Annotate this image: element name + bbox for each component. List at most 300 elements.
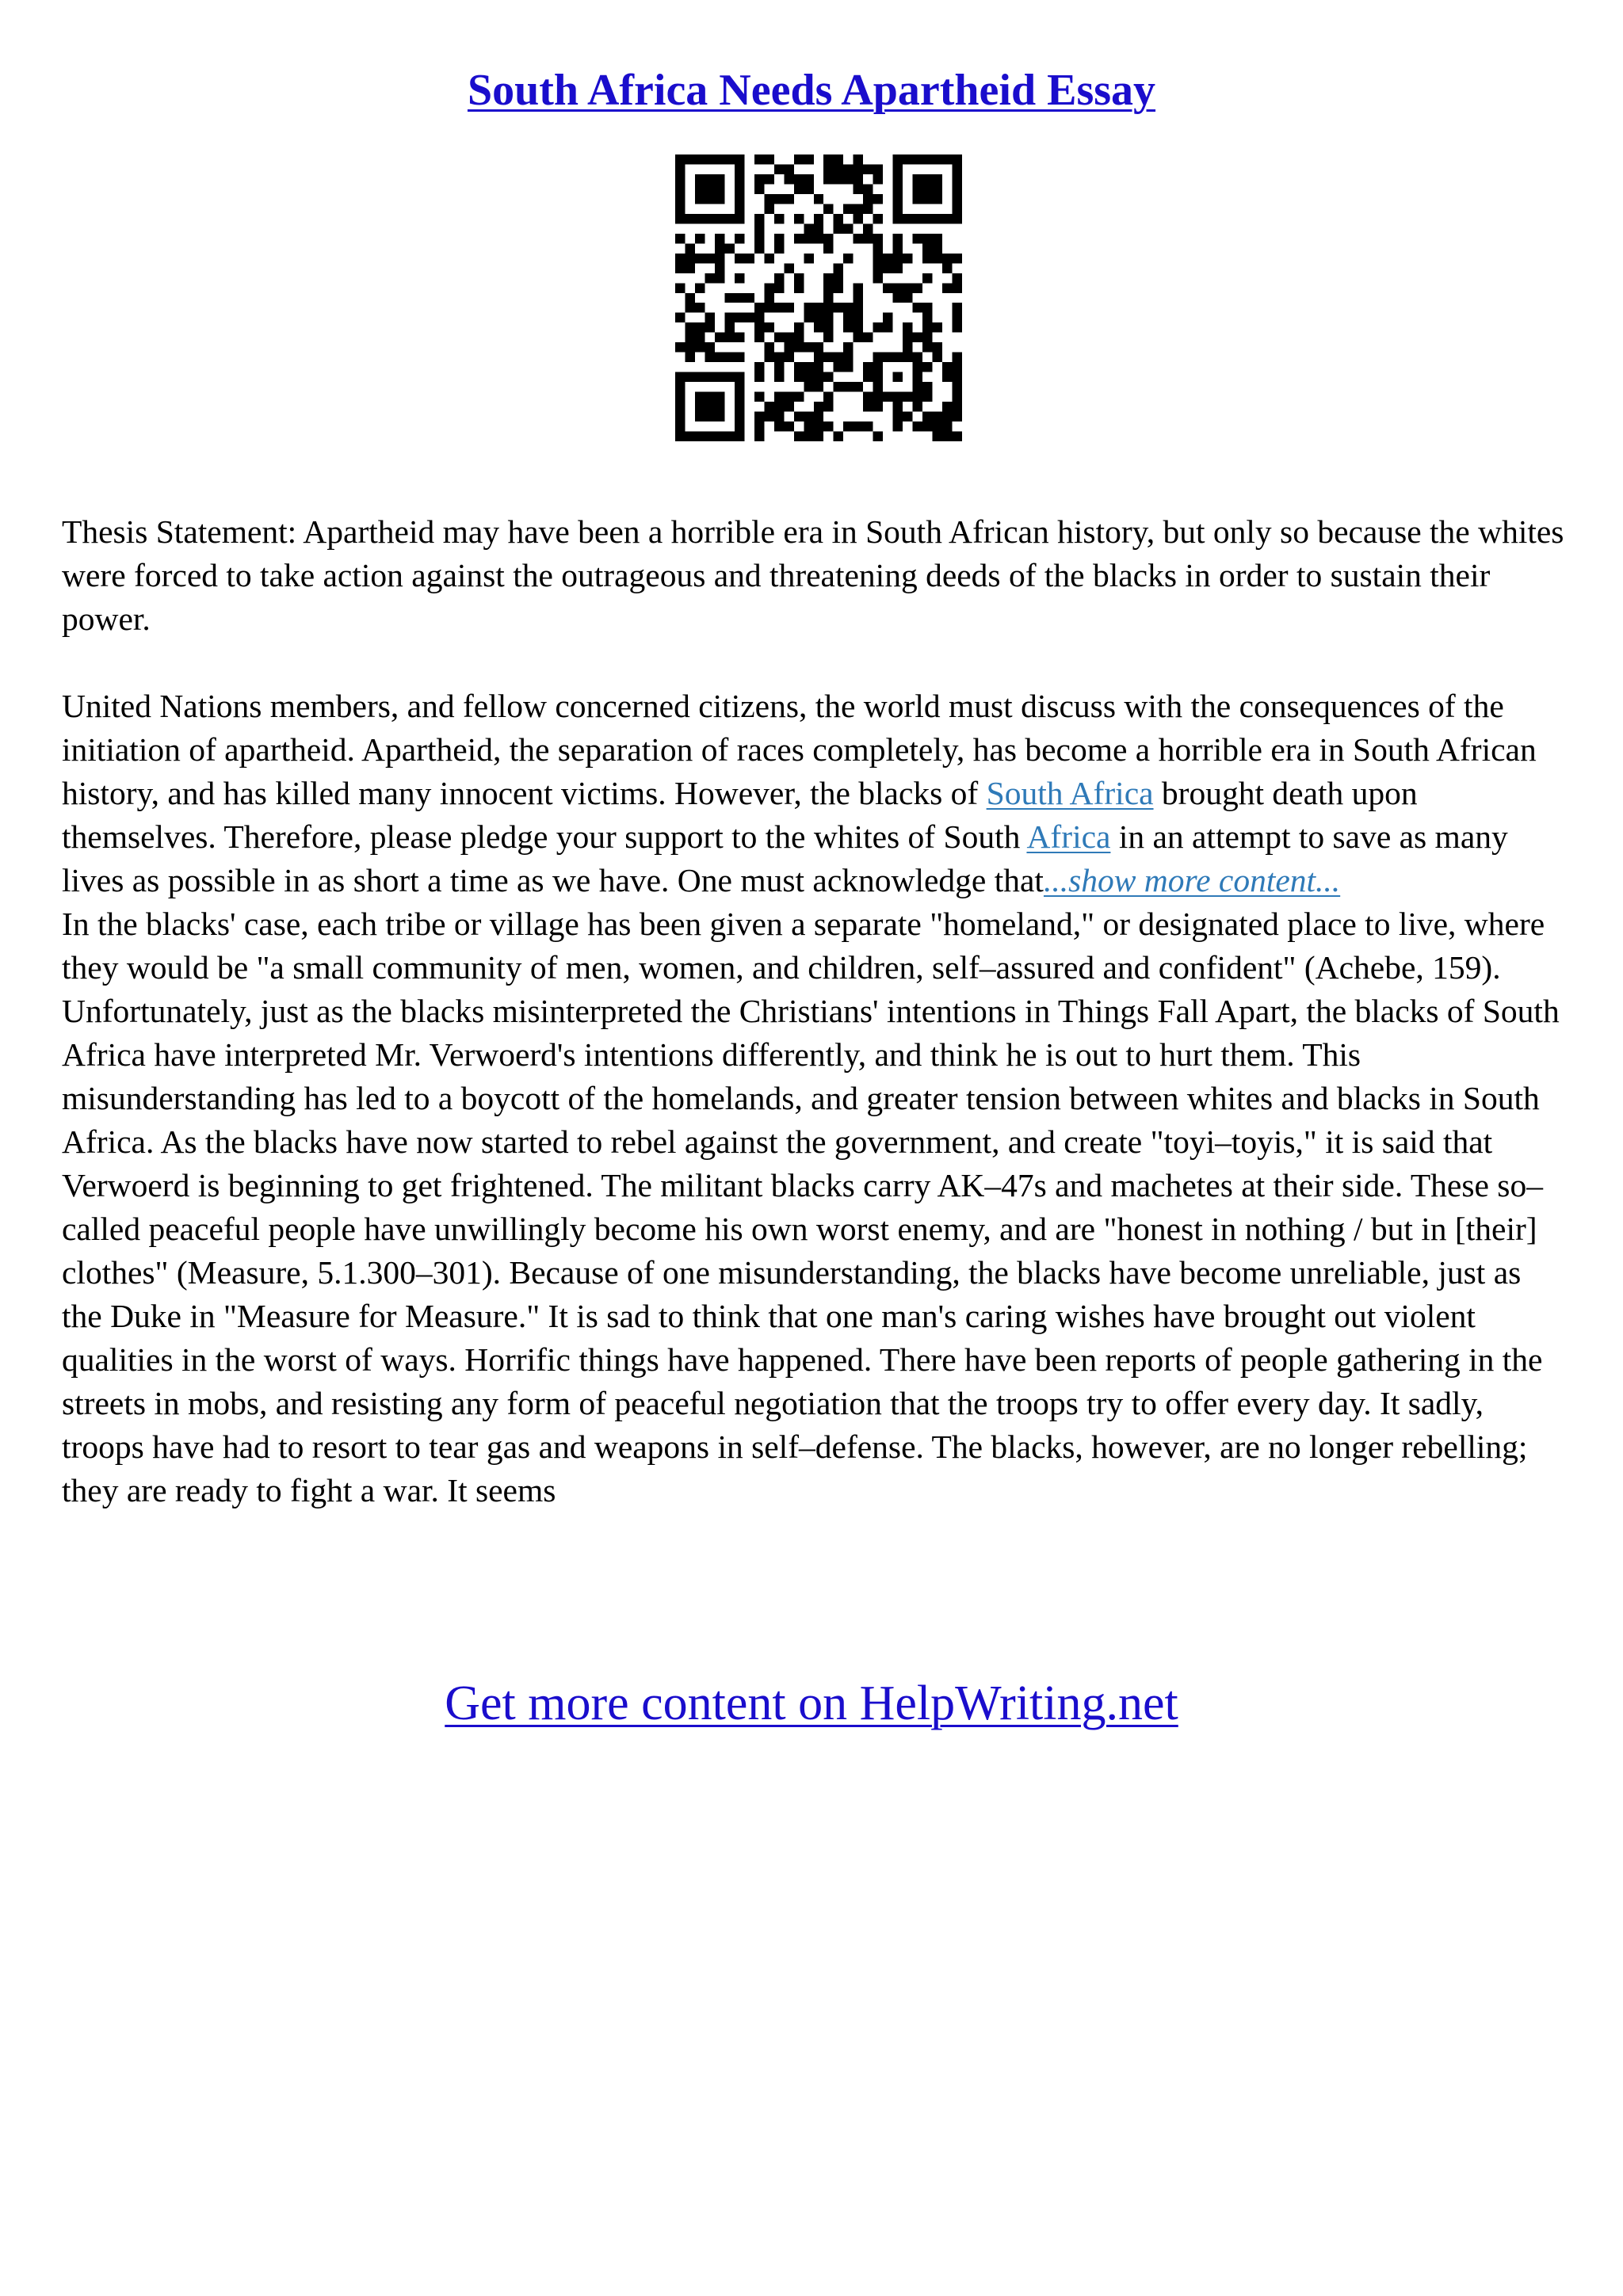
qr-module (834, 154, 843, 164)
qr-module (863, 204, 873, 213)
qr-module (685, 353, 694, 362)
qr-module (933, 342, 942, 352)
qr-module (724, 353, 734, 362)
qr-module (715, 184, 724, 193)
qr-module (863, 164, 873, 174)
qr-module (754, 234, 764, 243)
qr-module (922, 333, 932, 342)
qr-module (893, 372, 903, 382)
qr-module (754, 432, 764, 441)
qr-module (744, 293, 754, 303)
qr-module (913, 421, 922, 431)
qr-module (843, 313, 853, 322)
qr-module (695, 392, 705, 402)
qr-module (814, 353, 823, 362)
qr-module (705, 322, 714, 332)
qr-module (903, 254, 912, 263)
qr-module (834, 362, 843, 372)
qr-module (695, 254, 705, 263)
qr-module (774, 283, 784, 292)
qr-module (695, 214, 705, 223)
qr-module (794, 234, 804, 243)
qr-module (754, 154, 764, 164)
qr-module (922, 254, 932, 263)
qr-module (863, 421, 873, 431)
qr-module (873, 234, 883, 243)
qr-module (675, 204, 685, 213)
qr-module (942, 283, 952, 292)
qr-module (913, 382, 922, 391)
qr-module (685, 342, 694, 352)
qr-module (903, 353, 912, 362)
qr-module (834, 174, 843, 184)
qr-module (735, 234, 744, 243)
qr-module (675, 382, 685, 391)
qr-module (863, 362, 873, 372)
qr-module (685, 214, 694, 223)
qr-module (675, 254, 685, 263)
qr-module (735, 164, 744, 174)
qr-module (735, 254, 744, 263)
qr-module (843, 204, 853, 213)
qr-module (873, 164, 883, 174)
qr-module (893, 293, 903, 303)
qr-module (823, 154, 833, 164)
qr-module (744, 313, 754, 322)
qr-module (883, 353, 892, 362)
qr-module (823, 243, 833, 253)
qr-module (754, 372, 764, 382)
qr-module (913, 194, 922, 204)
qr-module (953, 432, 962, 441)
qr-module (953, 194, 962, 204)
qr-module (953, 412, 962, 421)
qr-module (942, 214, 952, 223)
qr-module (953, 164, 962, 174)
qr-module (705, 342, 714, 352)
qr-module (903, 322, 912, 332)
qr-module (804, 382, 813, 391)
qr-module (685, 322, 694, 332)
qr-module (913, 303, 922, 312)
qr-module (953, 174, 962, 184)
qr-module (933, 214, 942, 223)
qr-module (695, 322, 705, 332)
title-link[interactable]: South Africa Needs Apartheid Essay (467, 66, 1156, 115)
qr-module (893, 154, 903, 164)
qr-module (873, 382, 883, 391)
qr-module (854, 234, 863, 243)
qr-module (794, 283, 804, 292)
qr-module (794, 333, 804, 342)
qr-module (814, 372, 823, 382)
qr-module (804, 303, 813, 312)
qr-module (933, 184, 942, 193)
qr-module (953, 283, 962, 292)
qr-module (953, 392, 962, 402)
qr-module (863, 184, 873, 193)
qr-module (804, 154, 813, 164)
qr-module (675, 392, 685, 402)
qr-module (843, 254, 853, 263)
qr-module (685, 263, 694, 273)
qr-module (834, 283, 843, 292)
qr-module (695, 432, 705, 441)
qr-module (724, 293, 734, 303)
qr-module (903, 392, 912, 402)
qr-module (705, 194, 714, 204)
qr-module (843, 362, 853, 372)
qr-module (784, 303, 793, 312)
qr-module (784, 194, 793, 204)
qr-module (695, 303, 705, 312)
qr-module (953, 382, 962, 391)
helpwriting-link[interactable]: Get more content on HelpWriting.net (445, 1676, 1178, 1730)
qr-module (834, 164, 843, 174)
qr-module (685, 333, 694, 342)
qr-module (893, 184, 903, 193)
qr-code-graphic (675, 154, 962, 441)
qr-module (843, 174, 853, 184)
qr-module (933, 412, 942, 421)
qr-module (873, 174, 883, 184)
qr-module (893, 164, 903, 174)
qr-module (823, 402, 833, 411)
footer (0, 1672, 1623, 1735)
qr-module (754, 223, 764, 233)
qr-module (843, 303, 853, 312)
intro-paragraph (62, 685, 1568, 902)
qr-module (873, 402, 883, 411)
qr-module (814, 313, 823, 322)
qr-module (814, 342, 823, 352)
qr-module (695, 174, 705, 184)
intro-text-2: brought death upon themselves. Therefore, please pledge your support to the whites of South (62, 775, 1418, 855)
qr-module (823, 392, 833, 402)
qr-module (754, 412, 764, 421)
qr-module (754, 243, 764, 253)
qr-module (854, 303, 863, 312)
qr-module (724, 154, 734, 164)
qr-module (804, 412, 813, 421)
qr-module (903, 342, 912, 352)
qr-module (903, 412, 912, 421)
qr-module (735, 194, 744, 204)
qr-module (834, 382, 843, 391)
qr-module (903, 283, 912, 292)
qr-module (754, 392, 764, 402)
qr-module (794, 412, 804, 421)
qr-module (953, 402, 962, 411)
qr-module (715, 154, 724, 164)
qr-module (854, 214, 863, 223)
qr-module (784, 392, 793, 402)
qr-module (953, 362, 962, 372)
qr-module (685, 293, 694, 303)
qr-module (724, 313, 734, 322)
qr-module (823, 333, 833, 342)
qr-module (893, 412, 903, 421)
qr-module (903, 333, 912, 342)
qr-module (893, 214, 903, 223)
qr-module (784, 164, 793, 174)
qr-module (933, 322, 942, 332)
qr-module (823, 353, 833, 362)
qr-module (883, 322, 892, 332)
qr-module (823, 421, 833, 431)
qr-module (942, 362, 952, 372)
qr-module (724, 432, 734, 441)
qr-module (942, 254, 952, 263)
qr-module (913, 184, 922, 193)
africa-link[interactable]: Africa (1026, 818, 1111, 855)
qr-module (784, 342, 793, 352)
qr-module (735, 402, 744, 411)
qr-module (953, 303, 962, 312)
qr-module (893, 174, 903, 184)
qr-module (922, 342, 932, 352)
qr-module (695, 194, 705, 204)
qr-module (705, 254, 714, 263)
qr-module (675, 194, 685, 204)
qr-module (774, 392, 784, 402)
qr-module (922, 313, 932, 322)
qr-module (685, 432, 694, 441)
qr-module (685, 372, 694, 382)
qr-module (735, 333, 744, 342)
qr-module (735, 372, 744, 382)
qr-module (843, 342, 853, 352)
qr-module (715, 353, 724, 362)
qr-module (675, 283, 685, 292)
qr-module (774, 412, 784, 421)
qr-module (873, 273, 883, 283)
qr-module (823, 164, 833, 174)
qr-module (695, 372, 705, 382)
qr-module (774, 353, 784, 362)
qr-module (774, 273, 784, 283)
qr-module (883, 313, 892, 322)
qr-module (893, 402, 903, 411)
body-paragraph: In the blacks' case, each tribe or village has been given a separate "homeland," or designated place to live, where they would be "a small community of men, women, and children, self–assured and confident" (Achebe, 159). Unfortunately, just as the blacks misinterpreted the Christians' intentions in Things Fall Apart, the blacks of South Africa have interpreted Mr. Verwoerd's intentions differently, and think he is out to hurt them. This misunderstanding has led to a boycott of the homelands, and greater tension between whites and blacks in South Africa. As the blacks have now started to rebel against the government, and create "toyi–toyis," it is said that Verwoerd is beginning to get frightened. The militant blacks carry AK–47s and machetes at their side. These so–called peaceful people have unwillingly become his own worst enemy, and are "honest in nothing / but in [their] clothes" (Measure, 5.1.300–301). Because of one misunderstanding, the blacks have become unreliable, just as the Duke in "Measure for Measure." It is sad to think that one man's caring wishes have brought out violent qualities in the worst of ways. Horrific things have happened. There have been reports of people gathering in the streets in mobs, and resisting any form of peaceful negotiation that the troops try to offer every day. It sadly, troops have had to resort to tear gas and weapons in self–defense. The blacks, however, are no longer rebelling; they are ready to fight a war. It seems (62, 906, 1560, 1508)
qr-module (695, 333, 705, 342)
qr-module (735, 421, 744, 431)
qr-module (695, 412, 705, 421)
qr-module (715, 243, 724, 253)
qr-module (933, 243, 942, 253)
qr-module (843, 322, 853, 332)
qr-module (953, 273, 962, 283)
qr-module (953, 184, 962, 193)
qr-module (794, 432, 804, 441)
qr-module (764, 204, 773, 213)
qr-module (685, 243, 694, 253)
qr-module (774, 372, 784, 382)
qr-module (764, 154, 773, 164)
qr-module (705, 214, 714, 223)
qr-module (774, 421, 784, 431)
qr-module (794, 214, 804, 223)
qr-module (724, 333, 734, 342)
qr-module (705, 402, 714, 411)
qr-module (873, 372, 883, 382)
qr-module (764, 342, 773, 352)
qr-module (735, 174, 744, 184)
qr-module (942, 412, 952, 421)
qr-module (724, 322, 734, 332)
qr-module (863, 223, 873, 233)
qr-module (794, 322, 804, 332)
qr-module (814, 382, 823, 391)
qr-module (715, 234, 724, 243)
qr-module (675, 412, 685, 421)
qr-module (814, 303, 823, 312)
qr-module (873, 263, 883, 273)
qr-module (764, 194, 773, 204)
qr-module (794, 392, 804, 402)
qr-module (922, 154, 932, 164)
qr-module (754, 421, 764, 431)
qr-module (913, 214, 922, 223)
qr-module (735, 382, 744, 391)
qr-module (843, 382, 853, 391)
show-more-link[interactable]: ...show more content... (1043, 862, 1341, 898)
qr-module (735, 313, 744, 322)
qr-module (784, 263, 793, 273)
qr-module (863, 372, 873, 382)
qr-module (834, 223, 843, 233)
qr-module (823, 303, 833, 312)
qr-module (754, 313, 764, 322)
qr-module (784, 333, 793, 342)
qr-module (675, 174, 685, 184)
qr-module (843, 223, 853, 233)
qr-module (724, 372, 734, 382)
qr-module (933, 254, 942, 263)
qr-module (705, 273, 714, 283)
qr-module (854, 421, 863, 431)
qr-module (823, 204, 833, 213)
qr-module (953, 154, 962, 164)
qr-module (675, 214, 685, 223)
qr-module (735, 293, 744, 303)
qr-module (933, 421, 942, 431)
qr-module (705, 392, 714, 402)
qr-module (933, 353, 942, 362)
qr-module (823, 313, 833, 322)
qr-module (675, 372, 685, 382)
qr-module (873, 194, 883, 204)
qr-module (804, 174, 813, 184)
qr-module (942, 421, 952, 431)
qr-module (675, 421, 685, 431)
qr-module (715, 254, 724, 263)
qr-module (754, 362, 764, 372)
qr-module (675, 164, 685, 174)
qr-module (675, 313, 685, 322)
qr-module (922, 421, 932, 431)
qr-module (854, 382, 863, 391)
qr-module (764, 293, 773, 303)
qr-module (922, 194, 932, 204)
qr-module (942, 263, 952, 273)
qr-module (843, 421, 853, 431)
qr-module (754, 174, 764, 184)
qr-module (814, 402, 823, 411)
qr-module (922, 243, 932, 253)
qr-module (922, 382, 932, 391)
qr-module (774, 214, 784, 223)
qr-module (705, 174, 714, 184)
qr-module (724, 214, 734, 223)
qr-module (814, 322, 823, 332)
qr-module (794, 342, 804, 352)
qr-module (913, 283, 922, 292)
south-africa-link[interactable]: South Africa (986, 775, 1154, 811)
qr-module (715, 432, 724, 441)
qr-module (774, 402, 784, 411)
qr-module (715, 214, 724, 223)
qr-module (893, 392, 903, 402)
qr-module (794, 372, 804, 382)
qr-module (843, 164, 853, 174)
qr-module (675, 184, 685, 193)
qr-module (873, 362, 883, 372)
qr-module (863, 392, 873, 402)
qr-module (883, 283, 892, 292)
qr-module (913, 174, 922, 184)
qr-module (794, 273, 804, 283)
intro-text-1: United Nations members, and fellow concerned citizens, the world must discuss with the consequences of the initiation of apartheid. Apartheid, the separation of races completely, has become a horrible era in South African history, and has killed many innocent victims. However, the blacks of (62, 688, 1537, 811)
qr-module (922, 174, 932, 184)
qr-module (913, 333, 922, 342)
qr-module (695, 342, 705, 352)
qr-module (804, 362, 813, 372)
qr-module (893, 204, 903, 213)
qr-module (754, 184, 764, 193)
qr-module (705, 154, 714, 164)
qr-module (913, 372, 922, 382)
qr-module (675, 402, 685, 411)
qr-module (873, 214, 883, 223)
qr-module (804, 342, 813, 352)
qr-module (735, 273, 744, 283)
qr-module (764, 402, 773, 411)
qr-module (715, 412, 724, 421)
qr-module (883, 263, 892, 273)
qr-module (814, 421, 823, 431)
qr-module (814, 412, 823, 421)
qr-module (953, 214, 962, 223)
qr-module (823, 174, 833, 184)
qr-module (794, 174, 804, 184)
qr-module (893, 243, 903, 253)
qr-module (883, 254, 892, 263)
qr-module (893, 353, 903, 362)
qr-module (854, 184, 863, 193)
qr-module (823, 293, 833, 303)
qr-module (933, 154, 942, 164)
qr-module (715, 372, 724, 382)
qr-module (784, 174, 793, 184)
qr-module (863, 194, 873, 204)
qr-module (933, 432, 942, 441)
qr-module (903, 293, 912, 303)
qr-module (764, 412, 773, 421)
qr-module (744, 254, 754, 263)
qr-module (933, 194, 942, 204)
qr-module (695, 154, 705, 164)
